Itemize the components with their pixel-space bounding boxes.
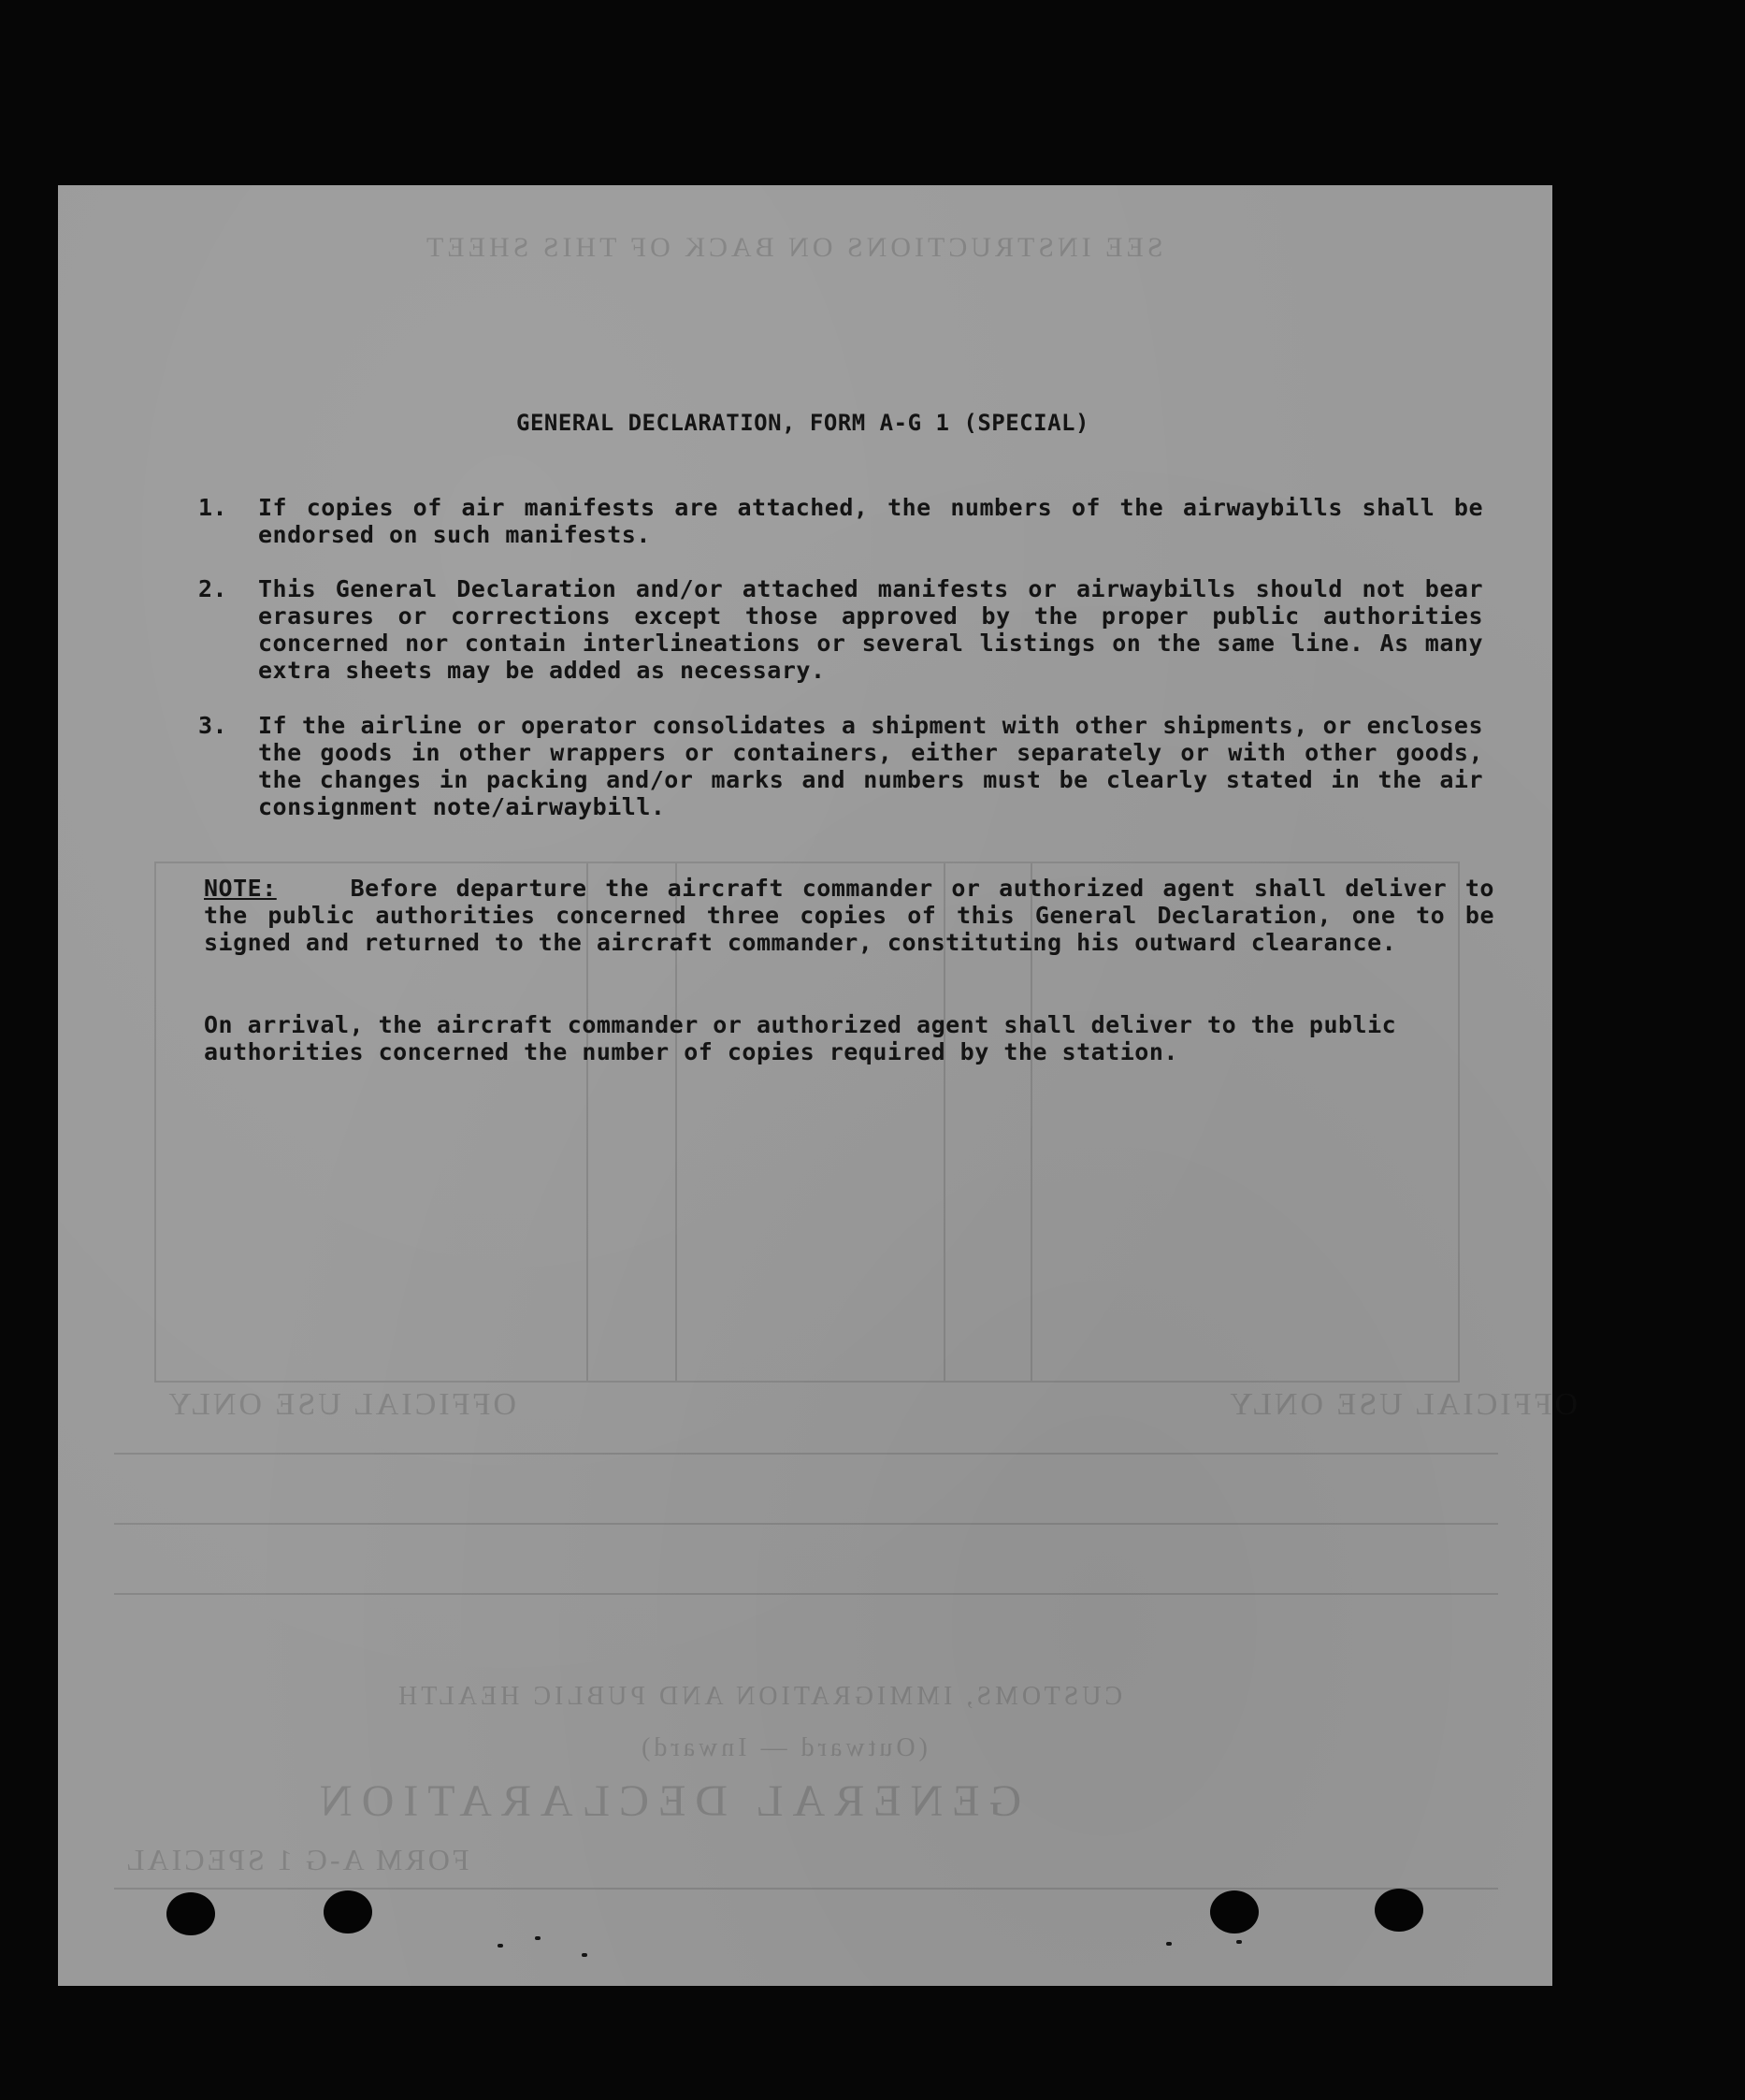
punch-hole (1210, 1890, 1259, 1933)
bleed-through-text: (Outward — Inward) (638, 1733, 928, 1762)
note-label: NOTE: (204, 875, 277, 902)
page-title: GENERAL DECLARATION, FORM A-G 1 (SPECIAL) (516, 410, 1089, 436)
item-number: 2. (198, 575, 228, 602)
paper-sheet (58, 185, 1579, 1986)
punch-hole (324, 1890, 372, 1933)
item-text: This General Declaration and/or attached manifests or airwaybills should not bear erasures or corrections except those approved by the proper public authorities concerned nor contain interlineations or several listings on the same line. As many extra sheets may be added as necessary. (258, 575, 1483, 684)
bleed-through-text: CUSTOMS, IMMIGRATION AND PUBLIC HEALTH (395, 1682, 1123, 1711)
ink-speck (582, 1953, 587, 1957)
bleed-through-text: OFFICIAL USE ONLY (166, 1387, 517, 1422)
bleed-through-text: FORM A-G 1 SPECIAL (123, 1843, 469, 1876)
note-text: Before departure the aircraft commander or authorized agent shall deliver to the public authorities concerned three copies of this General Declaration, one to be signed and returned to the aircraft commander, constituting his outward clearance. (204, 875, 1494, 956)
note-paragraph (204, 875, 1494, 956)
bleed-through-text: GENERAL DECLARATION (310, 1776, 1022, 1826)
note-paragraph: On arrival, the aircraft commander or authorized agent shall deliver to the public authorities concerned the number of copies required by the station. (204, 1011, 1397, 1065)
item-text: If the airline or operator consolidates a shipment with other shipments, or encloses the goods in other wrappers or containers, either separately or with other goods, the changes in packing and/or marks and numbers must be clearly stated in the air consignment note/airwaybill. (258, 712, 1483, 820)
punch-hole (166, 1892, 215, 1935)
bleed-through-text: OFFICIAL USE ONLY (1227, 1387, 1579, 1422)
ink-speck (1166, 1942, 1172, 1946)
item-text: If copies of air manifests are attached, the numbers of the airwaybills shall be endorsed on such manifests. (258, 494, 1483, 548)
punch-hole (1375, 1889, 1423, 1932)
bleed-through-text: SEE INSTRUCTIONS ON BACK OF THIS SHEET (423, 232, 1163, 263)
ink-speck (1236, 1940, 1242, 1944)
item-number: 1. (198, 494, 228, 521)
ink-speck (535, 1936, 541, 1940)
ink-speck (498, 1944, 503, 1948)
item-number: 3. (198, 712, 228, 739)
